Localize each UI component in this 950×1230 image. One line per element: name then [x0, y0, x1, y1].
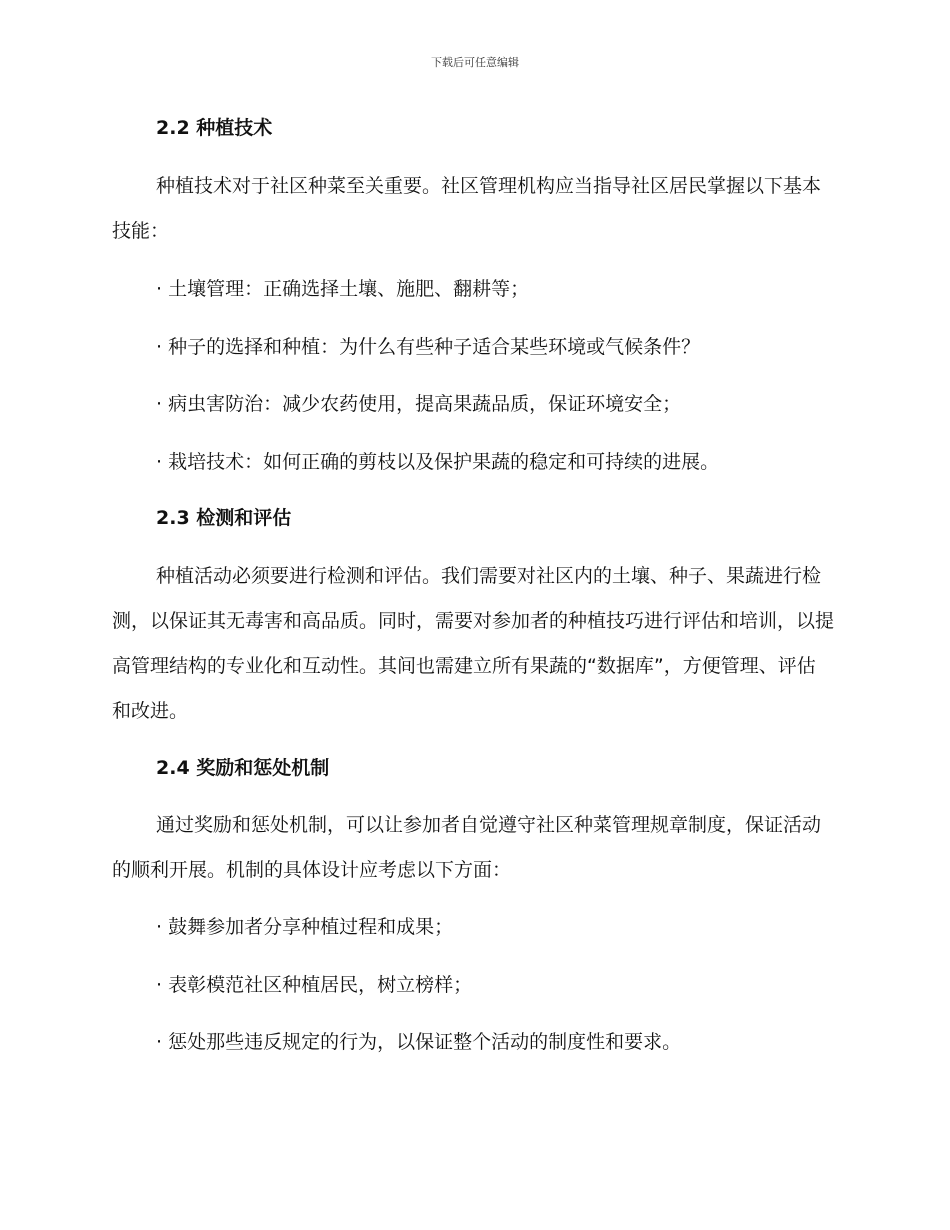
bullet-item: · 栽培技术：如何正确的剪枝以及保护果蔬的稳定和可持续的进展。 [156, 451, 720, 473]
page-header: 下载后可任意编辑 [431, 56, 519, 69]
bullet-item: · 表彰模范社区种植居民，树立榜样； [156, 974, 473, 996]
bullet-item: · 土壤管理：正确选择土壤、施肥、翻耕等； [156, 278, 530, 300]
section-heading-2-3: 2.3 检测和评估 [156, 507, 292, 529]
section-2-4-intro: 通过奖励和惩处机制，可以让参加者自觉遵守社区种菜管理规章制度，保证活动的顺利开展。机制的具体设计应考虑以下方面： [112, 814, 822, 881]
bullet-item: · 惩处那些违反规定的行为，以保证整个活动的制度性和要求。 [156, 1031, 682, 1053]
section-2-3-body: 种植活动必须要进行检测和评估。我们需要对社区内的土壤、种子、果蔬进行检测，以保证其无毒害和高品质。同时，需要对参加者的种植技巧进行评估和培训，以提高管理结构的专业化和互动性。其间也需建立所有果蔬的“数据库”，方便管理、评估和改进。 [112, 565, 835, 722]
section-heading-2-2: 2.2 种植技术 [156, 117, 273, 139]
section-2-2-intro: 种植技术对于社区种菜至关重要。社区管理机构应当指导社区居民掌握以下基本技能： [112, 175, 822, 242]
bullet-item: · 病虫害防治：减少农药使用，提高果蔬品质，保证环境安全； [156, 393, 682, 415]
bullet-item: · 鼓舞参加者分享种植过程和成果； [156, 916, 454, 938]
section-heading-2-4: 2.4 奖励和惩处机制 [156, 757, 330, 779]
bullet-item: · 种子的选择和种植：为什么有些种子适合某些环境或气候条件？ [156, 336, 701, 358]
